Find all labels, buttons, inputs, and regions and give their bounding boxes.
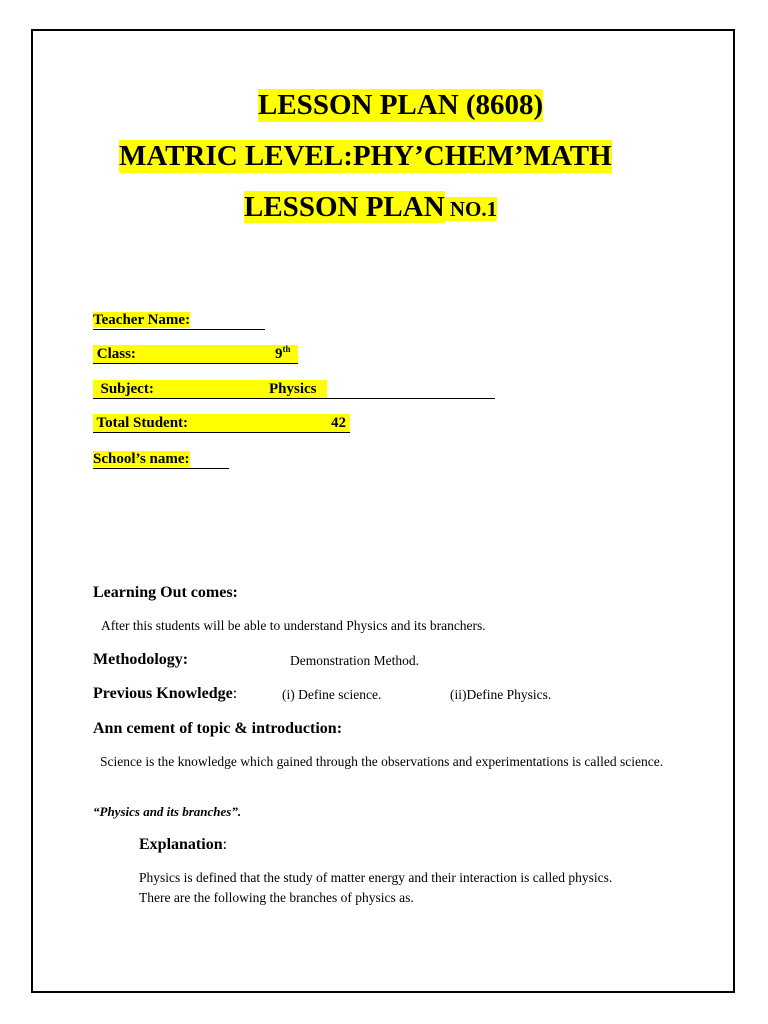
teacher-name-field [93,311,265,330]
lesson-plan-title: LESSON PLAN (8608) [258,89,544,121]
school-name-field [93,450,229,469]
topic-quote: “Physics and its branches”. [93,804,242,819]
previous-knowledge-heading: Previous Knowledge: [93,685,238,702]
lesson-plan-number: NO.1 [444,197,498,221]
explanation-text: Physics is defined that the study of matter energy and their interaction is called physics. There are the following the branches of physics as. [139,870,613,905]
matric-level-title: MATRIC LEVEL:PHY’CHEM’MATH [119,140,612,172]
announcement-text: Science is the knowledge which gained through the observations and experimentations is called science. [100,754,664,769]
explanation-heading: Explanation: [139,836,228,853]
total-student-field [93,414,350,433]
subject-label-highlight [93,380,327,398]
announcement-heading: Ann cement of topic & introduction: [93,720,343,737]
subject-label: Subject: [93,381,154,397]
previous-knowledge-item-1: (i) Define science. [282,687,382,702]
page-border [31,29,735,993]
class-value: 9th [275,344,291,362]
class-field [93,345,298,364]
subject-value: Physics [269,381,317,397]
total-student-value: 42 [331,415,346,431]
methodology-text: Demonstration Method. [290,653,419,668]
school-name-label: School’s name: [93,451,190,467]
lesson-plan-label: LESSON PLAN [244,191,445,223]
methodology-heading: Methodology: [93,651,189,668]
class-label: Class: [93,346,136,362]
total-student-label: Total Student: [93,415,189,431]
lesson-plan-number-title [244,191,497,226]
learning-outcomes-heading: Learning Out comes: [93,584,238,601]
learning-outcomes-text: After this students will be able to understand Physics and its branchers. [101,618,486,633]
subject-field [93,380,495,399]
teacher-name-label: Teacher Name: [93,312,191,328]
previous-knowledge-item-2: (ii)Define Physics. [450,687,552,702]
